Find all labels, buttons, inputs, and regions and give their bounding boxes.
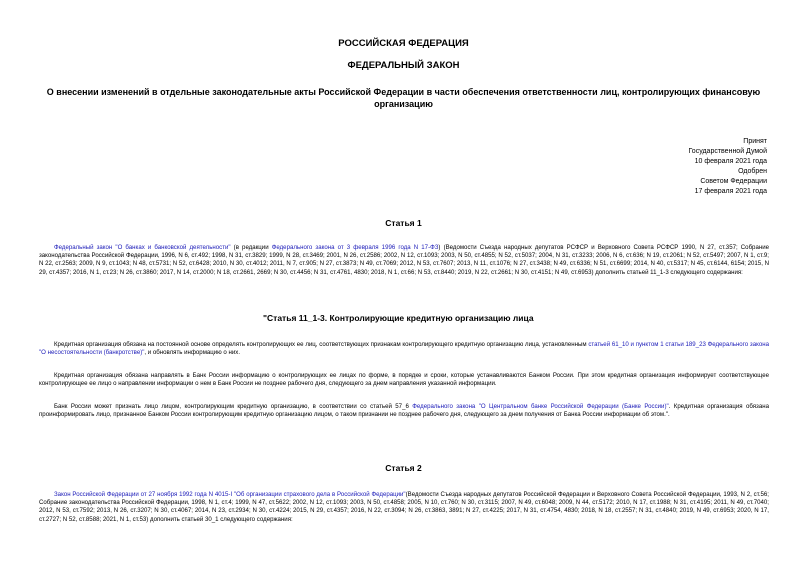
- adopted-label: Принят: [743, 138, 767, 145]
- article-1-paragraph-1: [39, 341, 769, 357]
- adoption-block: [567, 137, 767, 197]
- article-2-intro: [39, 491, 769, 524]
- bankruptcy-law-link[interactable]: статьей 61_10 и пунктом 1 статьи 189_23 Федерального закона "О несостоятельности (банкротстве)": [39, 341, 769, 357]
- adopted-by: Государственной Думой: [688, 148, 767, 155]
- law-title: О внесении изменений в отдельные законодательные акты Российской Федерации в части обеспечения ответственности лиц, контролирующих финансовую организацию: [46, 87, 761, 109]
- article-2-heading: Статья 2: [385, 463, 422, 473]
- article-1-text: (в редакции: [230, 244, 272, 251]
- paragraph-text: . Кредитная организация обязана проинформировать лицо, признанное Банком России контролирующим кредитную организацию лицом, о таком признании не позднее рабочего дня, следующего за днем получения от Банка России информации об этом.".: [39, 403, 769, 419]
- paragraph-text: Банк России может признать лицо лицом, контролирующим кредитную организацию, в соответствии со статьей 57_6: [54, 403, 413, 410]
- article-1-intro: [39, 244, 769, 277]
- approved-label: Одобрен: [738, 168, 767, 175]
- country-heading: РОССИЙСКАЯ ФЕДЕРАЦИЯ: [338, 38, 469, 49]
- article-1-paragraph-2: [39, 372, 769, 388]
- insurance-law-link[interactable]: Закон Российской Федерации от 27 ноября 1992 года N 4015-I "Об организации страхового дела в Российской Федерации": [54, 491, 406, 498]
- article-1-heading: Статья 1: [385, 218, 422, 228]
- approved-date: 17 февраля 2021 года: [694, 188, 767, 195]
- article-2-text: (Ведомости Съезда народных депутатов Российской Федерации и Верховного Совета Российской Федерации, 1993, N 2, ст.56; Собрание законодательства Российской Федерации, 1998, N 1, ст.4; 1999, N 47, ст.5622; 2002, N 12, ст.1093; 2003, N 50, ст.4858; 2005, N 10, ст.760; N 30, ст.3115; 2007, N 49, ст.6048; 2009, N 44, ст.5172; 2010, N 17, ст.1988; N 31, ст.4195; 2011, N 49, ст.7040; 2012, N 53, ст.7592; 2013, N 26, ст.3207; N 30, ст.4067; 2014, N 23, ст.2934; N 30, ст.4224; 2015, N 29, ст.4357; 2016, N 22, ст.3094; N 26, ст.3863, 3891; N 27, ст.4225; 2017, N 31, ст.4754, 4830; 2018, N 18, ст.2557; N 31, ст.4840; 2019, N 49, ст.6953; 2020, N 17, ст.2727; N 52, ст.8588; 2021, N 1, ст.53) дополнить статьей 30_1 следующего содержания:: [39, 491, 769, 523]
- law-type-heading: ФЕДЕРАЛЬНЫЙ ЗАКОН: [347, 60, 460, 71]
- approved-by: Советом Федерации: [700, 178, 767, 185]
- law-17fz-link[interactable]: Федерального закона от 3 февраля 1996 года N 17-ФЗ: [271, 244, 439, 251]
- article-1-paragraph-3: [39, 403, 769, 419]
- article-1-text: ) (Ведомости Съезда народных депутатов РСФСР и Верховного Совета РСФСР 1990, N 27, ст.357; Собрание законодательства Российской Федерации, 1996, N 6, ст.492; 1998, N 31, ст.3829; 1999, N 28, ст.3469; 2001, N 26, ст.2586; 2002, N 12, ст.1093; 2003, N 50, ст.4855; N 52, ст.5037; 2004, N 31, ст.3233; 2006, N 6, ст.636; N 19, ст.2061; N 52, ст.5497; 2007, N 1, ст.9; N 22, ст.2563; 2009, N 9, ст.1043; N 48, ст.5731; N 52, ст.6428; 2010, N 30, ст.4012; 2011, N 7, ст.905; N 27, ст.3873; N 49, ст.7069; 2012, N 53, ст.7607; 2013, N 11, ст.1076; N 27, ст.3438; N 49, ст.6336; N 51, ст.6699; 2014, N 40, ст.5317; N 45, ст.6144, 6154; 2015, N 29, ст.4357; 2016, N 1, ст.23; N 26, ст.3860; 2017, N 14, ст.2000; N 18, ст.2661, 2669; N 30, ст.4456; N 31, ст.4761, 4830; 2018, N 1, ст.66; N 53, ст.8440; 2019, N 22, ст.2661; N 30, ст.4151; N 49, ст.6953) дополнить статьей 11_1-3 следующего содержания:: [39, 244, 769, 276]
- banking-law-link[interactable]: Федеральный закон "О банках и банковской деятельности": [54, 244, 231, 251]
- paragraph-text: , и обновлять информацию о них.: [144, 349, 241, 357]
- paragraph-text: Кредитная организация обязана на постоянной основе определять контролирующих ее лиц, соответствующих признакам контролирующего кредитную организацию лица, установленным: [54, 341, 589, 348]
- adopted-date: 10 февраля 2021 года: [694, 158, 767, 165]
- paragraph-text: Кредитная организация обязана направлять в Банк России информацию о контролирующих ее лицах по форме, в порядке и сроки, которые устанавливаются Банком России. При этом кредитная организация информирует соответствующее контролирующее ее лицо о направлении информации о нем в Банк России не позднее рабочего дня, следующего за днем направления указанной информации.: [39, 372, 769, 388]
- central-bank-law-link[interactable]: Федерального закона "О Центральном банке Российской Федерации (Банке России)": [412, 403, 669, 410]
- article-11-1-3-heading: "Статья 11_1-3. Контролирующие кредитную организацию лица: [263, 313, 534, 323]
